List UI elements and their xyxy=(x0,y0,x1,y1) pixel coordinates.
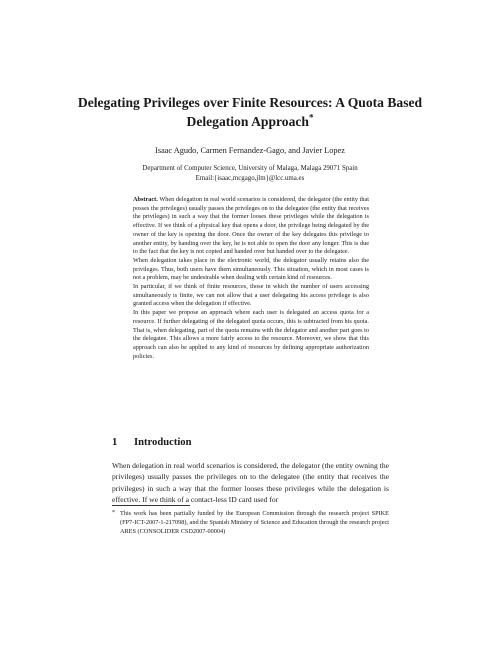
title-footnote-mark: * xyxy=(308,112,314,123)
abstract-label: Abstract. xyxy=(133,196,158,203)
abstract xyxy=(133,196,369,361)
abstract-paragraph: In particular, if we think of finite resources, those in which the number of users accessing simultaneously is finite, we can not allow that a user delegating his access privilege is also granted access when the delegation if effective. xyxy=(133,283,369,308)
footnote-mark: * xyxy=(112,510,115,516)
footnote xyxy=(112,509,389,537)
body-paragraph: When delegation in real world scenarios is considered, the delegator (the entity owning the privileges) usually passes the privileges on to the delegatee (the entity that receives the privileges) in such a way that the former looses these privileges while the delegation is effective. If we think of a contact-less ID card used for xyxy=(112,461,389,504)
abstract-paragraph: When delegation takes place in the electronic world, the delegator usually retains also the privileges. Thus, both users have them simultaneously. This situation, which in most cases is not a problem, may be undesirable when dealing with certain kind of resources. xyxy=(133,256,369,282)
abstract-paragraph xyxy=(133,196,369,257)
footnote-divider xyxy=(112,505,190,506)
affiliation-block xyxy=(60,164,440,183)
paper-title xyxy=(60,93,440,131)
author-list: Isaac Agudo, Carmen Fernandez-Gago, and Javier Lopez xyxy=(155,146,345,155)
paper-title-text: Delegating Privileges over Finite Resources: A Quota Based Delegation Approach xyxy=(77,95,423,129)
email-line: Email:{isaac,mcgago,jlm}@lcc.uma.es xyxy=(195,174,305,182)
abstract-paragraph-text: When delegation in real world scenarios is considered, the delegator (the entity that posses the privileges) usually passes the privileges on to the delegatee (the entity that receives the privileges) in such a way that the former looses these privileges while the delegation is effective. If we think of a physical key that opens a door, the privilege being delegated by the owner of the key is opening the door. Once the owner of the key delegates this privilege to another entity, by handing over the key, he is not able to open the door any longer. This is due to the fact that the key is not copied and handed over but handed over to the delegatee. xyxy=(133,196,370,256)
footnote-text: This work has been partially funded by the European Commission through the research project SPIKE (FP7-ICT-2007-1-217098), and the Spanish Ministry of Science and Education through the research project ARES (CONSOLIDER CSD2007-00004) xyxy=(120,510,389,536)
section-title: Introduction xyxy=(134,437,192,448)
section-heading xyxy=(112,437,192,448)
abstract-paragraph: In this paper we propose an approach where each user is delegated an access quota for a resource. If further delegating of the delegated quota occurs, this is subtracted from his quota. That is, when delegating, part of the quota remains with the delegator and another part goes to the delegatee. This allows a more fairly access to the resource. Moreover, we show that this approach can also be applied to any kind of resources by defining appropriate authorization policies. xyxy=(133,309,369,360)
section-number: 1 xyxy=(112,437,118,448)
affiliation: Department of Computer Science, University of Malaga, Malaga 29071 Spain xyxy=(142,165,358,172)
